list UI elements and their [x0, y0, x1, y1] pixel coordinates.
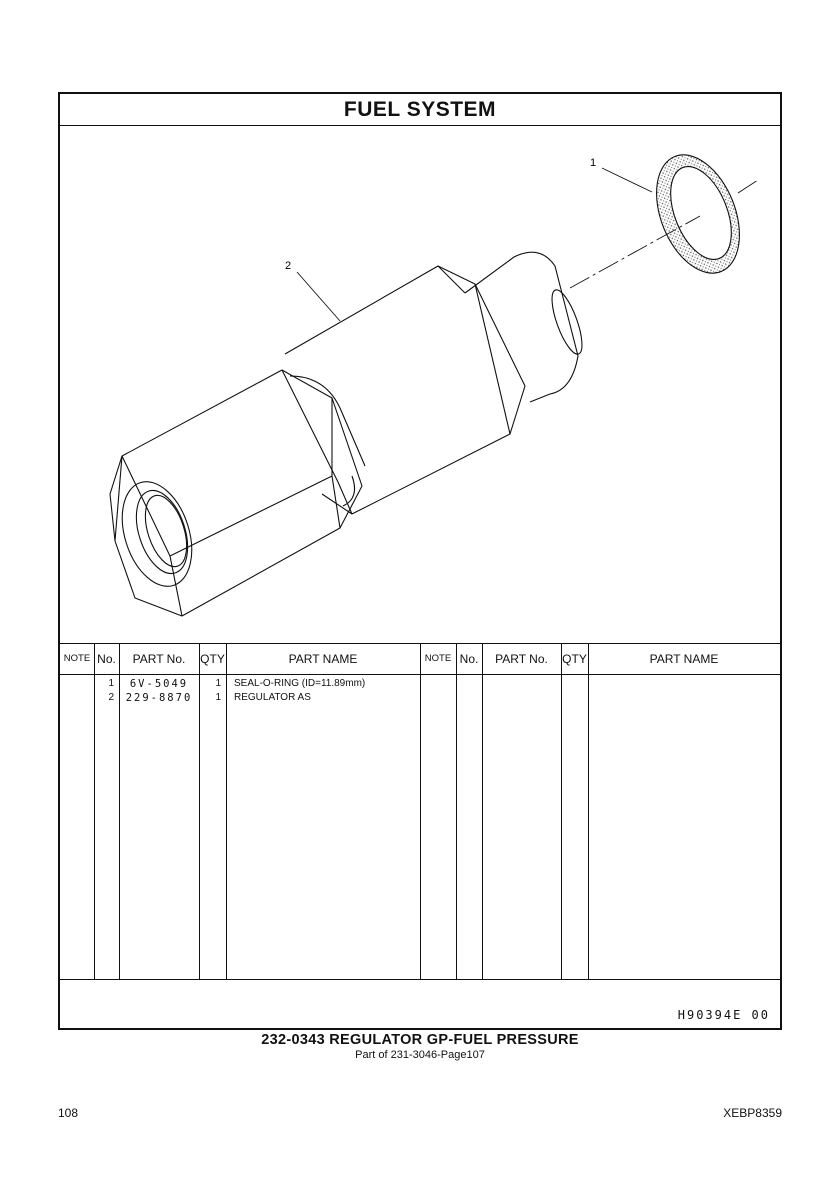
page-title: FUEL SYSTEM [60, 94, 780, 126]
header-part-name-right: PART NAME [649, 652, 719, 666]
header-no-right: No. [459, 652, 479, 666]
page-number: 108 [58, 1106, 79, 1120]
row-2-qty: 1 [215, 692, 221, 703]
row-1-part-name: SEAL-O-RING (ID=11.89mm) [234, 678, 366, 689]
row-2-part-name: REGULATOR AS [234, 692, 311, 703]
header-part-name: PART NAME [288, 652, 358, 666]
seal-o-ring-part [640, 143, 755, 286]
illustration-code: H90394E 00 [677, 1008, 770, 1022]
header-part-no-right: PART No. [495, 652, 548, 666]
regulator-part [110, 252, 588, 616]
callout-2: 2 [285, 260, 292, 272]
row-2-no: 2 [108, 692, 114, 703]
group-caption: 232-0343 REGULATOR GP-FUEL PRESSURE [261, 1032, 579, 1048]
row-2-part-no: 229-8870 [125, 692, 193, 704]
row-1-part-no: 6V-5049 [129, 678, 189, 690]
row-1-no: 1 [108, 678, 114, 689]
parts-page-frame [58, 92, 782, 1030]
header-qty-right: QTY [562, 652, 587, 666]
exploded-diagram [60, 126, 780, 643]
illustration-footer [60, 979, 780, 1028]
parts-table [60, 643, 780, 979]
header-qty: QTY [200, 652, 225, 666]
callout-1: 1 [590, 157, 597, 169]
header-no: No. [97, 652, 116, 666]
row-1-qty: 1 [215, 678, 221, 689]
header-part-no: PART No. [132, 652, 186, 666]
header-note-right: NOTE [424, 653, 452, 664]
document-code: XEBP8359 [723, 1106, 782, 1120]
group-reference: Part of 231-3046-Page107 [355, 1049, 485, 1061]
header-note: NOTE [63, 653, 91, 664]
